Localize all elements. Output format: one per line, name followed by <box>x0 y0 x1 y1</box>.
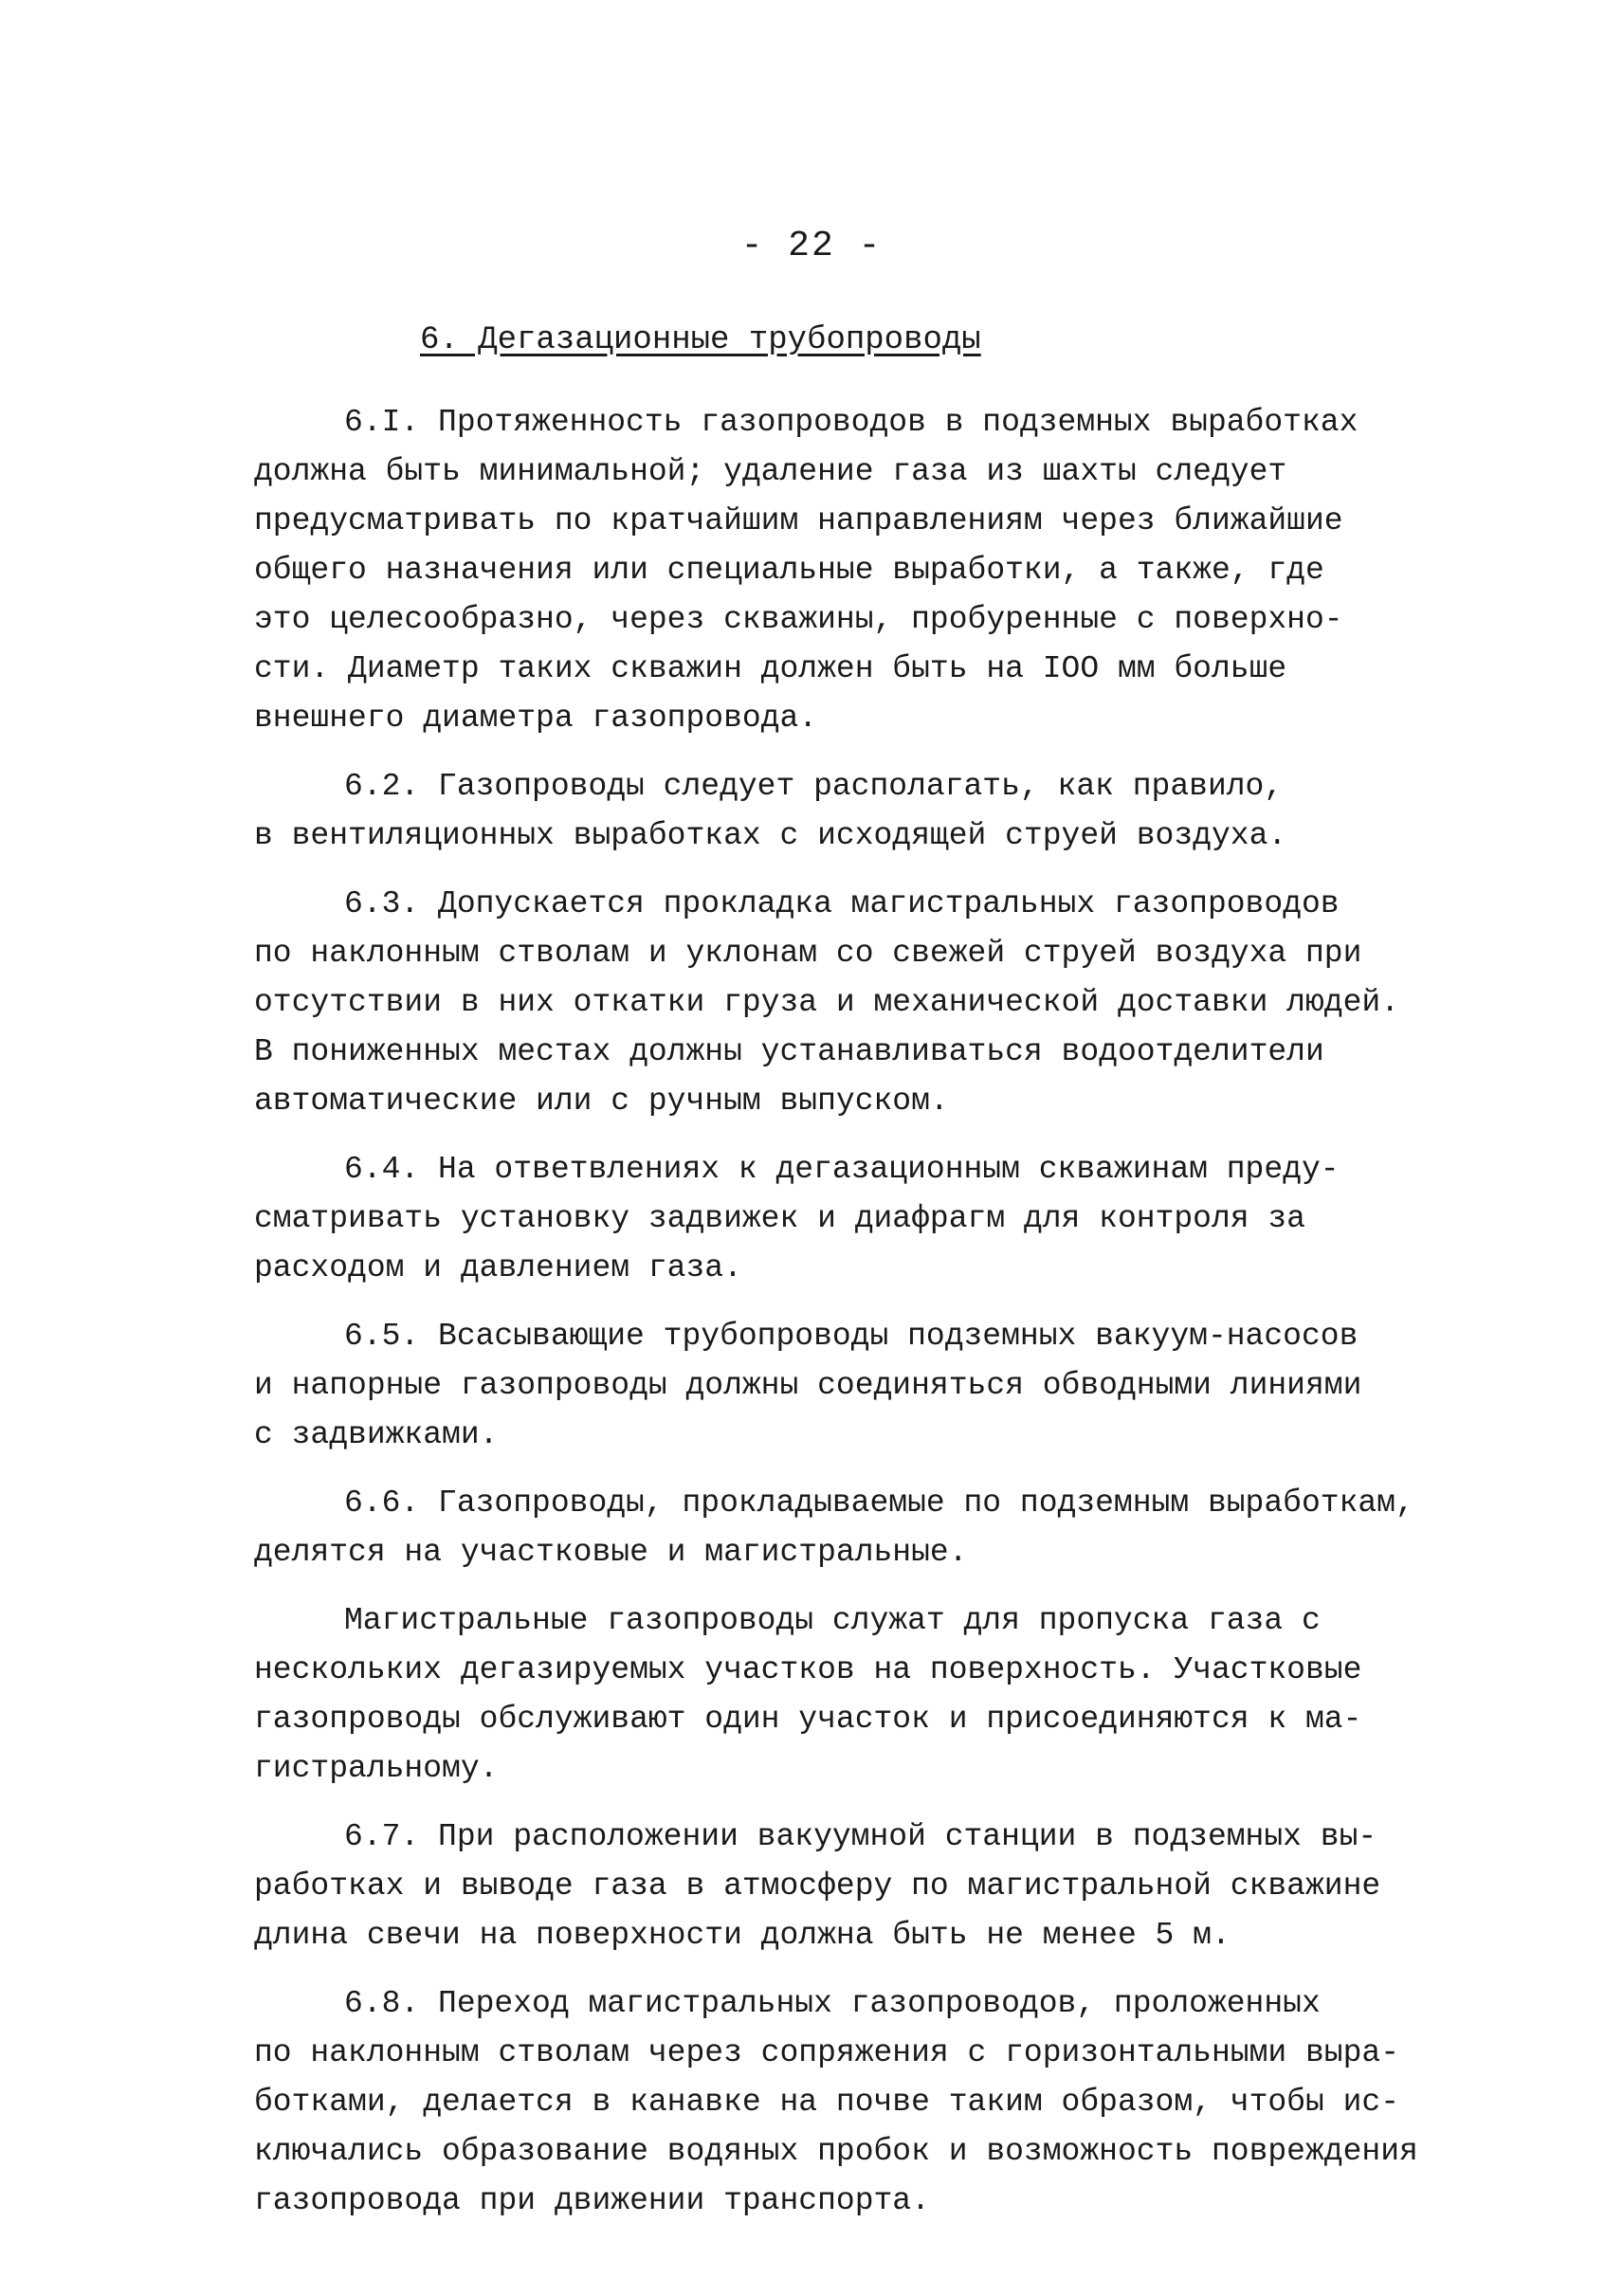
text-line: 6.8. Переход магистральных газопроводов, проложенных <box>344 1986 1321 2021</box>
text-line: сти. Диаметр таких скважин должен быть на IOO мм больше <box>254 651 1287 686</box>
text-line: это целесообразно, через скважины, пробуренные с поверхно- <box>254 602 1343 637</box>
text-line: 6.5. Всасывающие трубопроводы подземных вакуум-насосов <box>344 1319 1359 1354</box>
text-line: 6.3. Допускается прокладка магистральных газопроводов <box>344 886 1340 921</box>
text-line: газопровода при движении транспорта. <box>254 2183 930 2218</box>
text-line: расходом и давлением газа. <box>254 1250 742 1285</box>
paragraph-6-3 <box>254 880 1420 1126</box>
body-text <box>254 398 1420 2245</box>
text-line: должна быть минимальной; удаление газа из шахты следует <box>254 454 1287 489</box>
paragraph-6-4 <box>254 1145 1420 1293</box>
text-line: предусматривать по кратчайшим направлениям через ближайшие <box>254 503 1343 538</box>
text-line: В пониженных местах должны устанавливаться водоотделители <box>254 1034 1324 1069</box>
text-line: работках и выводе газа в атмосферу по магистральной скважине <box>254 1868 1381 1904</box>
text-line: и напорные газопроводы должны соединяться обводными линиями <box>254 1368 1362 1403</box>
text-line: газопроводы обслуживают один участок и присоединяются к ма- <box>254 1702 1362 1737</box>
page-number: - 22 - <box>740 226 883 266</box>
text-line: 6.4. На ответвлениях к дегазационным скважинам преду- <box>344 1152 1340 1187</box>
text-line: общего назначения или специальные выработки, а также, где <box>254 553 1324 588</box>
text-line: по наклонным стволам через сопряжения с горизонтальными выра- <box>254 2035 1399 2070</box>
text-line: делятся на участковые и магистральные. <box>254 1535 968 1570</box>
paragraph-6-1 <box>254 398 1420 743</box>
paragraph-6-8 <box>254 1979 1420 2226</box>
text-line: ключались образование водяных пробок и возможность повреждения <box>254 2134 1418 2169</box>
paragraph-6-2 <box>254 762 1420 861</box>
text-line: 6.6. Газопроводы, прокладываемые по подземным выработкам, <box>344 1485 1414 1521</box>
section-title: 6. Дегазационные трубопроводы <box>420 322 981 358</box>
text-line: с задвижками. <box>254 1417 499 1452</box>
text-line: внешнего диаметра газопровода. <box>254 701 818 736</box>
text-line: нескольких дегазируемых участков на поверхность. Участковые <box>254 1652 1362 1687</box>
text-line: 6.7. При расположении вакуумной станции в подземных вы- <box>344 1819 1377 1854</box>
text-line: отсутствии в них откатки груза и механической доставки людей. <box>254 985 1399 1020</box>
text-line: Магистральные газопроводы служат для пропуска газа с <box>344 1603 1321 1638</box>
paragraph-6-5 <box>254 1312 1420 1460</box>
text-line: в вентиляционных выработках с исходящей струей воздуха. <box>254 818 1287 853</box>
text-line: длина свечи на поверхности должна быть не менее 5 м. <box>254 1918 1231 1953</box>
text-line: 6.2. Газопроводы следует располагать, как правило, <box>344 769 1284 804</box>
text-line: сматривать установку задвижек и диафрагм для контроля за <box>254 1201 1305 1236</box>
paragraph-main-pipelines <box>254 1596 1420 1794</box>
text-line: 6.I. Протяженность газопроводов в подземных выработках <box>344 405 1359 440</box>
paragraph-6-6 <box>254 1479 1420 1577</box>
text-line: автоматические или с ручным выпуском. <box>254 1084 949 1119</box>
paragraph-6-7 <box>254 1813 1420 1960</box>
text-line: гистральному. <box>254 1751 499 1786</box>
text-line: по наклонным стволам и уклонам со свежей струей воздуха при <box>254 936 1362 971</box>
text-line: ботками, делается в канавке на почве таким образом, чтобы ис- <box>254 2085 1399 2120</box>
